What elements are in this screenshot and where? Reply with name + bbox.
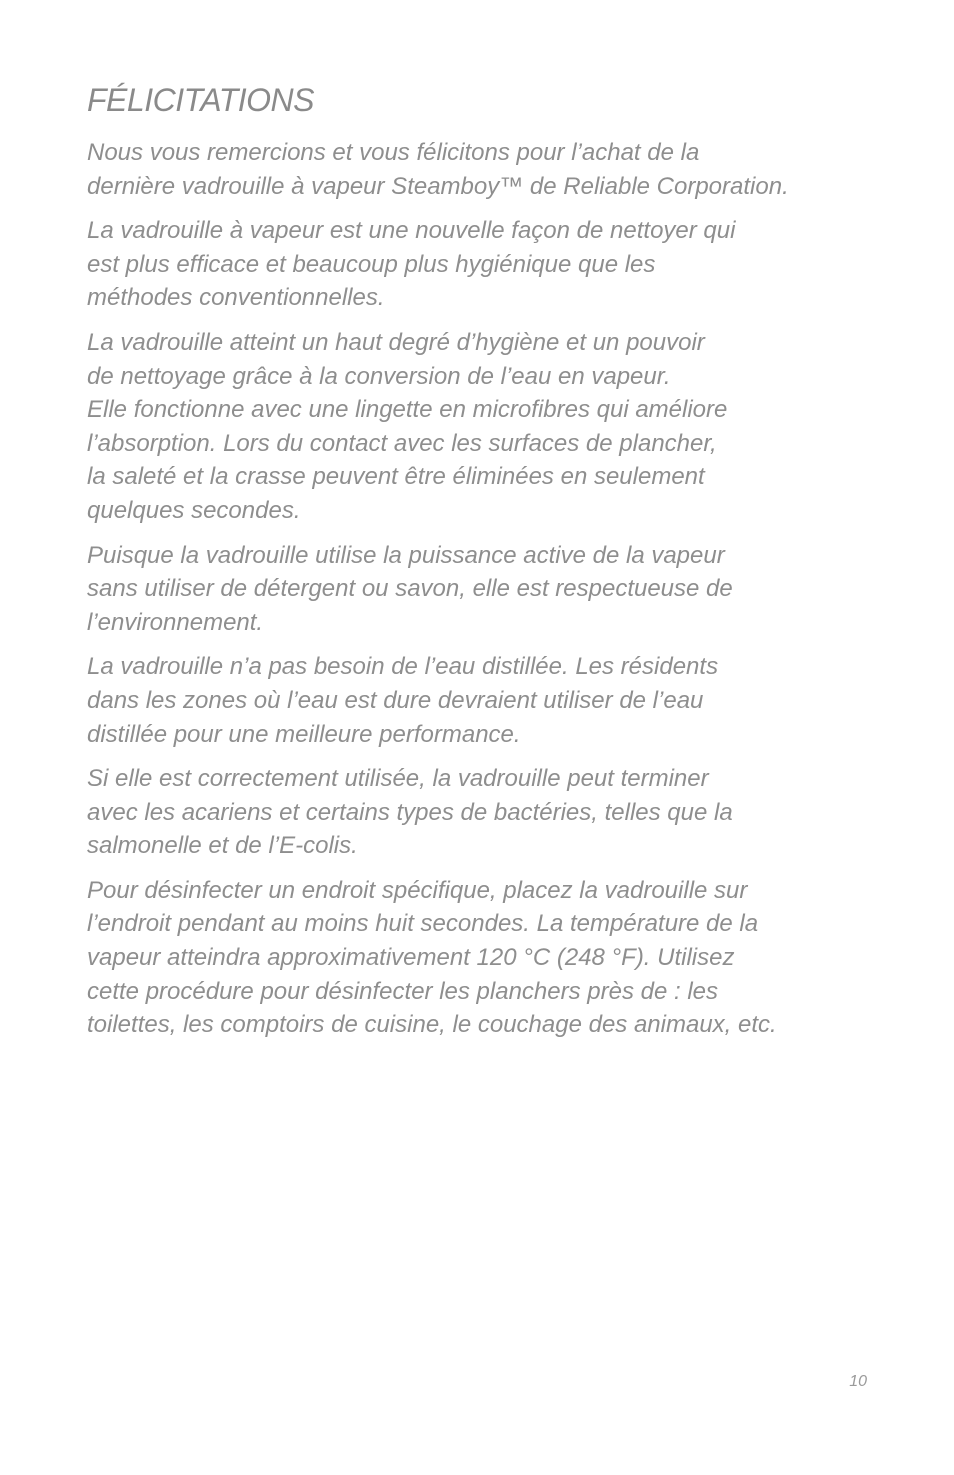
- paragraph-new-way: La vadrouille à vapeur est une nouvelle façon de nettoyer qui est plus efficace et beaucoup plus hygiénique que les méthodes conventionnelles.: [87, 217, 736, 312]
- paragraph-distilled-water: La vadrouille n’a pas besoin de l’eau distillée. Les résidents dans les zones où l’eau est dure devraient utiliser de l’eau distillée pour une meilleure performance.: [87, 653, 719, 748]
- page-number: 10: [849, 1373, 867, 1390]
- paragraph-hygiene: La vadrouille atteint un haut degré d’hygiène et un pouvoir de nettoyage grâce à la conversion de l’eau en vapeur. Elle fonctionne avec une lingette en microfibres qui améliore l’absorption. Lors du contact avec les surfaces de plancher, la saleté et la crasse peuvent être éliminées en seulement quelques secondes.: [87, 328, 728, 524]
- page-title: FÉLICITATIONS: [87, 82, 314, 118]
- paragraph-disinfect: Pour désinfecter un endroit spécifique, placez la vadrouille sur l’endroit pendant au moins huit secondes. La température de la vapeur atteindra approximativement 120 °C (248 °F). Utilisez cette procédure pour désinfecter les planchers près de : les toilettes, les comptoirs de cuisine, le couchage des animaux, etc.: [87, 876, 777, 1039]
- paragraph-environment: Puisque la vadrouille utilise la puissance active de la vapeur sans utiliser de détergent ou savon, elle est respectueuse de l’environnement.: [87, 541, 733, 636]
- page-content: [87, 78, 887, 1053]
- paragraph-thanks: Nous vous remercions et vous félicitons pour l’achat de la dernière vadrouille à vapeur Steamboy™ de Reliable Corporation.: [87, 139, 789, 200]
- paragraph-bacteria: Si elle est correctement utilisée, la vadrouille peut terminer avec les acariens et certains types de bactéries, telles que la salmonelle et de l’E-colis.: [87, 765, 733, 860]
